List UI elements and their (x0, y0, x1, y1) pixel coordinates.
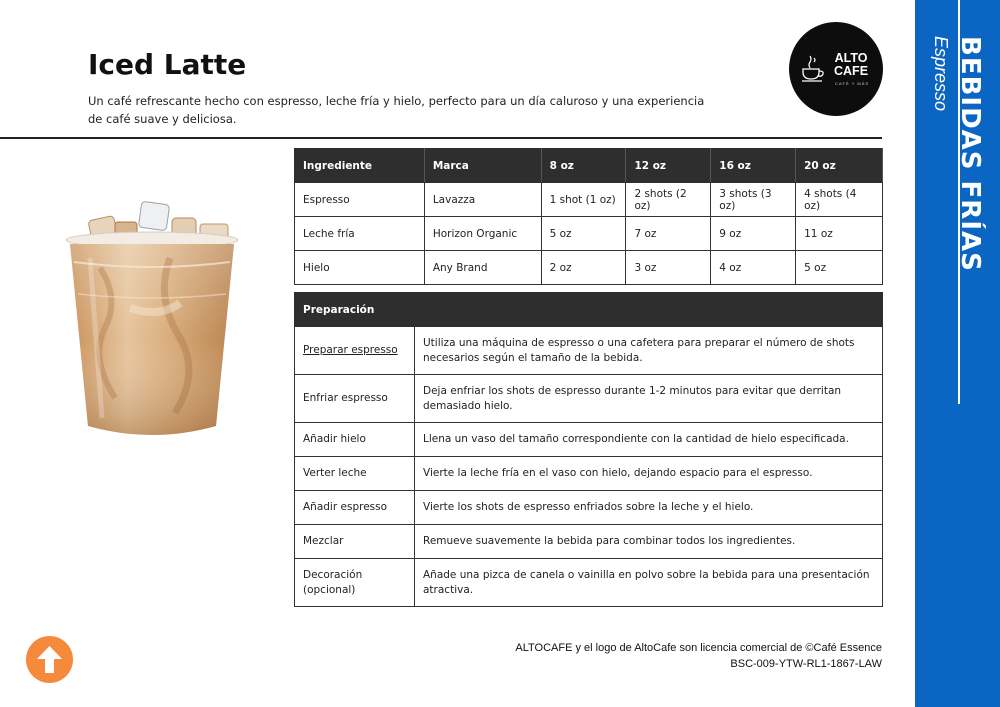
step-description: Utiliza una máquina de espresso o una cafetera para preparar el número de shots necesarios según el tamaño de la bebida. (415, 327, 883, 375)
table-cell: 7 oz (626, 217, 711, 251)
col-brand: Marca (424, 149, 541, 183)
arrow-up-icon (35, 644, 64, 675)
logo-wordmark (834, 52, 868, 78)
header-divider (0, 137, 882, 139)
table-row (295, 375, 883, 423)
preparation-header: Preparación (295, 293, 883, 327)
step-name: Añadir hielo (295, 423, 415, 457)
table-row (295, 251, 883, 285)
table-cell: 5 oz (796, 251, 883, 285)
step-name: Añadir espresso (295, 491, 415, 525)
category-subtitle: Espresso (931, 36, 951, 112)
table-cell: 9 oz (711, 217, 796, 251)
table-cell: 1 shot (1 oz) (541, 183, 626, 217)
table-cell: Lavazza (424, 183, 541, 217)
table-row (295, 423, 883, 457)
alto-cafe-logo (789, 22, 883, 116)
scroll-top-button[interactable] (26, 636, 73, 683)
table-cell: 2 shots (2 oz) (626, 183, 711, 217)
footer (515, 640, 882, 672)
col-ingredient: Ingrediente (295, 149, 425, 183)
col-20oz: 20 oz (796, 149, 883, 183)
table-cell: Any Brand (424, 251, 541, 285)
step-name: Decoración (opcional) (295, 559, 415, 607)
ingredients-header-row (295, 149, 883, 183)
preparation-header-row (295, 293, 883, 327)
step-description: Llena un vaso del tamaño correspondiente con la cantidad de hielo especificada. (415, 423, 883, 457)
preparation-table (294, 292, 883, 607)
table-cell: 11 oz (796, 217, 883, 251)
table-row (295, 327, 883, 375)
table-row (295, 457, 883, 491)
col-8oz: 8 oz (541, 149, 626, 183)
step-description: Vierte la leche fría en el vaso con hielo, dejando espacio para el espresso. (415, 457, 883, 491)
step-description: Añade una pizca de canela o vainilla en polvo sobre la bebida para una presentación atractiva. (415, 559, 883, 607)
table-row (295, 183, 883, 217)
coffee-cup-icon (801, 54, 825, 82)
table-cell: 4 oz (711, 251, 796, 285)
table-row (295, 217, 883, 251)
step-name: Verter leche (295, 457, 415, 491)
table-cell: Horizon Organic (424, 217, 541, 251)
table-cell: Hielo (295, 251, 425, 285)
page-title: Iced Latte (88, 48, 247, 81)
step-description: Deja enfriar los shots de espresso durante 1-2 minutos para evitar que derritan demasiado hielo. (415, 375, 883, 423)
ingredients-table (294, 148, 883, 285)
table-cell: Leche fría (295, 217, 425, 251)
table-cell: Espresso (295, 183, 425, 217)
step-name: Mezclar (295, 525, 415, 559)
step-description: Vierte los shots de espresso enfriados sobre la leche y el hielo. (415, 491, 883, 525)
step-description: Remueve suavemente la bebida para combinar todos los ingredientes. (415, 525, 883, 559)
table-row (295, 559, 883, 607)
table-row (295, 525, 883, 559)
col-12oz: 12 oz (626, 149, 711, 183)
step-name: Enfriar espresso (295, 375, 415, 423)
step-link-preparar-espresso[interactable]: Preparar espresso (303, 344, 398, 356)
table-cell: 3 shots (3 oz) (711, 183, 796, 217)
category-title: BEBIDAS FRÍAS (955, 36, 985, 272)
document-code: BSC-009-YTW-RL1-1867-LAW (730, 658, 882, 670)
table-cell: 3 oz (626, 251, 711, 285)
license-text: ALTOCAFE y el logo de AltoCafe son licencia comercial de ©Café Essence (515, 642, 882, 654)
logo-tagline: CAFÉ Y MÁS (835, 81, 870, 86)
table-row (295, 491, 883, 525)
logo-line-2: CAFE (834, 64, 869, 78)
logo-line-1: ALTO (834, 51, 868, 65)
table-cell: 2 oz (541, 251, 626, 285)
table-cell: 4 shots (4 oz) (796, 183, 883, 217)
table-cell: 5 oz (541, 217, 626, 251)
iced-latte-image (60, 198, 245, 443)
col-16oz: 16 oz (711, 149, 796, 183)
page-description: Un café refrescante hecho con espresso, leche fría y hielo, perfecto para un día caluroso y una experiencia de café suave y deliciosa. (88, 94, 705, 126)
